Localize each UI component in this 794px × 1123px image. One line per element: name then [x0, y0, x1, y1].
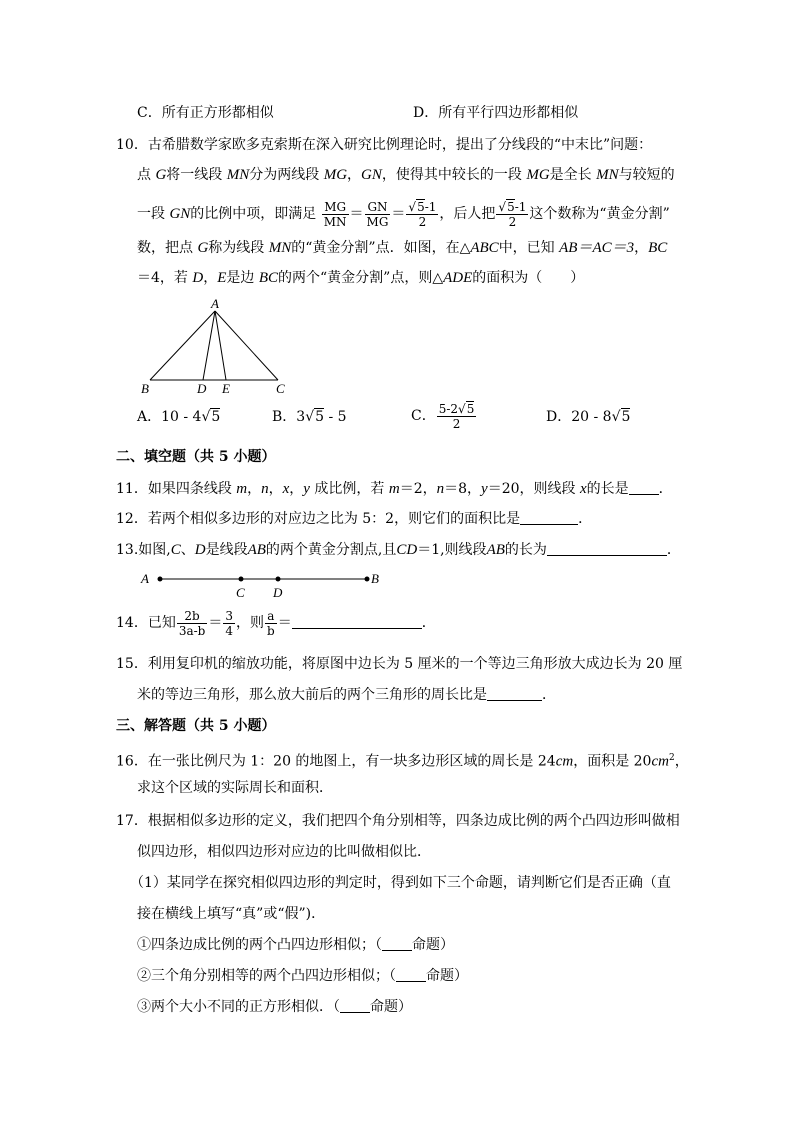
var: G [197, 240, 209, 256]
label-b: B [141, 381, 149, 396]
label-c: C [236, 585, 245, 600]
var: MN [596, 167, 619, 183]
label-a: A [211, 296, 219, 311]
q9-option-c: C．所有正方形都相似 [137, 105, 274, 121]
text: 数，把点 [137, 240, 198, 256]
q11: 11．如果四条线段 m，n，x，y 成比例，若 m＝2，n＝8，y＝20，则线段 x的长是 ． [116, 481, 673, 497]
fraction: $\frac{MG}{MN}$ [323, 199, 347, 229]
var: MG [526, 167, 550, 183]
q16-line1: 16．在一张比例尺为 1：20 的地图上，有一块多边形区域的周长是 24cm，面积是 $20cm^2$， [116, 753, 689, 770]
text: 分为两线段 [249, 167, 324, 183]
answer-blank[interactable] [340, 998, 370, 1013]
label-b: B [371, 571, 379, 586]
q10-option-b: B．3√5 - 5 [272, 409, 347, 425]
q9-option-d: D．所有平行四边形都相似 [413, 105, 579, 121]
text: ＝4，若 [137, 270, 193, 286]
label-e: E [222, 381, 230, 396]
label-c: C [276, 381, 285, 396]
q10-number: 10． [116, 137, 148, 153]
label-d: D [273, 585, 283, 600]
var: AB＝AC＝3 [559, 240, 635, 256]
point-d [276, 577, 281, 582]
fraction: $\frac{GN}{MG}$ [366, 199, 389, 229]
q10-option-c: C． $\frac{5-2√5}{2}$ [411, 401, 475, 431]
text: 与较短的 [618, 167, 675, 183]
point-c [239, 577, 244, 582]
var: D [192, 270, 204, 286]
var: BC [648, 240, 668, 256]
text: 的比例中项，即满足 [190, 206, 317, 222]
q14: 14．已知 $\frac{2b}{3a-b}$ ＝ $\frac{3}{4}$ ，则 $\frac{a}{b}$ ＝ ． [116, 608, 436, 638]
text: 的“黄金分割”点．如图，在△ [291, 240, 471, 256]
text: ，使得其中较长的一段 [381, 167, 527, 183]
text: 的两个“黄金分割”点，则△ [278, 270, 444, 286]
point-b [365, 577, 370, 582]
answer-blank[interactable] [547, 541, 667, 556]
label-a: A [141, 571, 149, 586]
q10-option-d: D．20 - 8√5 [546, 409, 631, 425]
q17-statement-1: ①四条边成比例的两个凸四边形相似；（ 命题） [137, 937, 454, 953]
answer-blank[interactable] [396, 967, 426, 982]
q10-line2 [137, 165, 675, 185]
q10-text: 古希腊数学家欧多克索斯在深入研究比例理论时，提出了分线段的“中末比”问题： [147, 137, 653, 153]
var: MG [323, 167, 348, 183]
text: 的面积为（ ） [472, 270, 585, 286]
text: ，后人把 [439, 206, 496, 222]
q17-statement-2: ②三个角分别相等的两个凸四边形相似；（ 命题） [137, 968, 468, 984]
var: GN [169, 206, 191, 222]
var: BC [258, 270, 278, 286]
section-heading-fill-in: 二、填空题（共 5 小题） [116, 449, 276, 465]
fraction: $\frac{√5-1}{2}$ [408, 199, 437, 229]
fraction: $\frac{√5-1}{2}$ [498, 199, 527, 229]
q15-line1: 15．利用复印机的缩放功能，将原图中边长为 5 厘米的一个等边三角形放大成边长为 20 厘 [116, 656, 683, 672]
var: G [155, 167, 167, 183]
text: 是全长 [549, 167, 597, 183]
text: 称为线段 [208, 240, 269, 256]
text: 点 [137, 167, 156, 183]
text: 是边 [226, 270, 259, 286]
var: ABC [470, 240, 499, 256]
q10-line5 [137, 268, 584, 288]
text: ， [634, 240, 649, 256]
var: ADE [443, 270, 473, 286]
q10-line4 [137, 238, 667, 258]
section-heading-answer: 三、解答题（共 5 小题） [116, 718, 276, 734]
q13: 13.如图,C、D是线段AB的两个黄金分割点,且CD＝1,则线段AB的长为 ． [116, 542, 681, 558]
var: E [217, 270, 227, 286]
answer-blank[interactable] [382, 936, 412, 951]
triangle-figure [135, 295, 305, 400]
q17-line4: 接在横线上填写“真”或“假”)． [137, 906, 326, 922]
q15-line2: 米的等边三角形，那么放大前后的两个三角形的周长比是 ． [137, 687, 556, 703]
answer-blank[interactable] [487, 686, 542, 701]
q17-line2: 似四边形，相似四边形对应边的比叫做相似比． [137, 844, 431, 860]
q16-line2: 求这个区域的实际周长和面积． [137, 780, 333, 796]
label-d: D [197, 381, 207, 396]
var: GN [361, 167, 382, 183]
segment-figure [135, 568, 385, 602]
text: ， [203, 270, 218, 286]
answer-blank[interactable] [629, 480, 659, 495]
q17-statement-3: ③两个大小不同的正方形相似．（ 命题） [137, 999, 412, 1015]
q17-line3: （1）某同学在探究相似四边形的判定时，得到如下三个命题，请判断它们是否正确（直 [130, 875, 671, 891]
text: 一段 [137, 206, 170, 222]
answer-blank[interactable] [520, 510, 578, 525]
q17-line1: 17．根据相似多边形的定义，我们把四个角分别相等，四条边成比例的两个凸四边形叫做相 [116, 813, 680, 829]
var: MN [226, 167, 250, 183]
q12: 12．若两个相似多边形的对应边之比为 5：2，则它们的面积比是 ． [116, 511, 593, 527]
text: 中，已知 [498, 240, 560, 256]
point-a [158, 577, 163, 582]
answer-blank[interactable] [292, 614, 422, 629]
q10-line3: 一段 GN的比例中项，即满足 $\frac{MG}{MN}$ ＝ $\frac{GN}{MG}$ ＝ $\frac{√5-1}{2}$ ，后人把 $\frac{√5-1}{2}$ 这个数称为“黄金分割” [137, 199, 670, 229]
text: 这个数称为“黄金分割” [529, 206, 670, 222]
text: 将一线段 [166, 167, 227, 183]
text: ， [347, 167, 362, 183]
var: MN [268, 240, 292, 256]
q10-option-a: A．10 - 4√5 [137, 409, 221, 425]
q10-line1 [116, 135, 652, 155]
